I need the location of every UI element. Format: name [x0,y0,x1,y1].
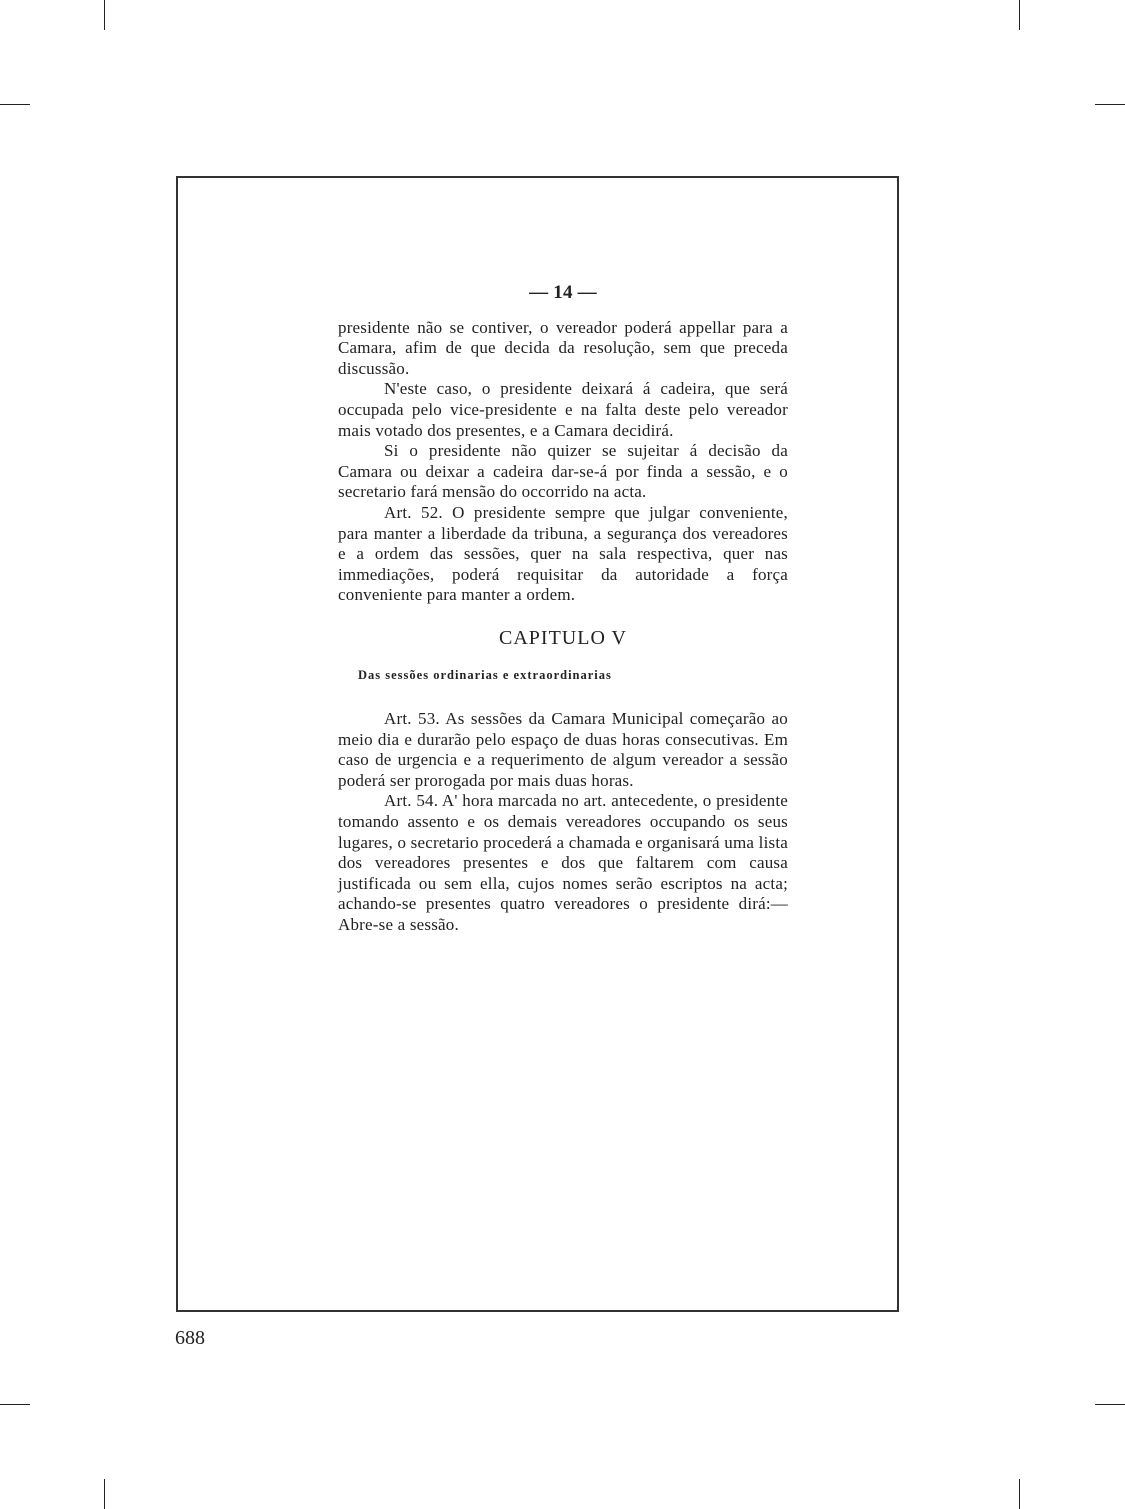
crop-mark-top-left [104,0,105,30]
crop-mark-bottom-left [104,1479,105,1509]
crop-mark-bottom-right [1019,1479,1020,1509]
paragraph: Art. 52. O presidente sempre que julgar conveniente, para manter a liberdade da tribuna, a segurança dos vereadores e a ordem das sessões, quer na sala respectiva, quer nas immediações, poderá requisitar da autoridade a força conveniente para manter a ordem. [338,502,788,605]
chapter-subtitle: Das sessões ordinarias e extraordinarias [358,667,612,682]
paragraph: Si o presidente não quizer se sujeitar á decisão da Camara ou deixar a cadeira dar-se-á por finda a sessão, e o secretario fará mensão do occorrido na acta. [338,441,788,502]
crop-mark-left-top [0,104,30,105]
paragraph: N'este caso, o presidente deixará á cadeira, que será occupada pelo vice-presidente e na falta deste pelo vereador mais votado dos presentes, e a Camara decidirá. [338,379,788,440]
chapter-title: CAPITULO V [499,626,627,649]
page-folio-number: 688 [175,1327,205,1349]
scanned-page-text [338,283,788,936]
crop-mark-right-top [1095,104,1125,105]
paragraph: presidente não se contiver, o vereador poderá appellar para a Camara, afim de que decida da resolução, sem que preceda discussão. [338,317,788,378]
paragraph: Art. 54. A' hora marcada no art. antecedente, o presidente tomando assento e os demais vereadores occupando os seus lugares, o secretario procederá a chamada e organisará uma lista dos vereadores presentes e dos que faltarem com causa justificada ou sem ella, cujos nomes serão escriptos na acta; achando-se presentes quatro vereadores o presidente dirá:—Abre-se a sessão. [338,791,788,935]
paragraph: Art. 53. As sessões da Camara Municipal começarão ao meio dia e durarão pelo espaço de duas horas consecutivas. Em caso de urgencia e a requerimento de algum vereador a sessão poderá ser prorogada por mais duas horas. [338,709,788,790]
crop-mark-right-bottom [1095,1404,1125,1405]
crop-mark-top-right [1019,0,1020,30]
scan-page-number: — 14 — [529,282,597,303]
scanned-page-frame [176,176,899,1312]
crop-mark-left-bottom [0,1404,30,1405]
